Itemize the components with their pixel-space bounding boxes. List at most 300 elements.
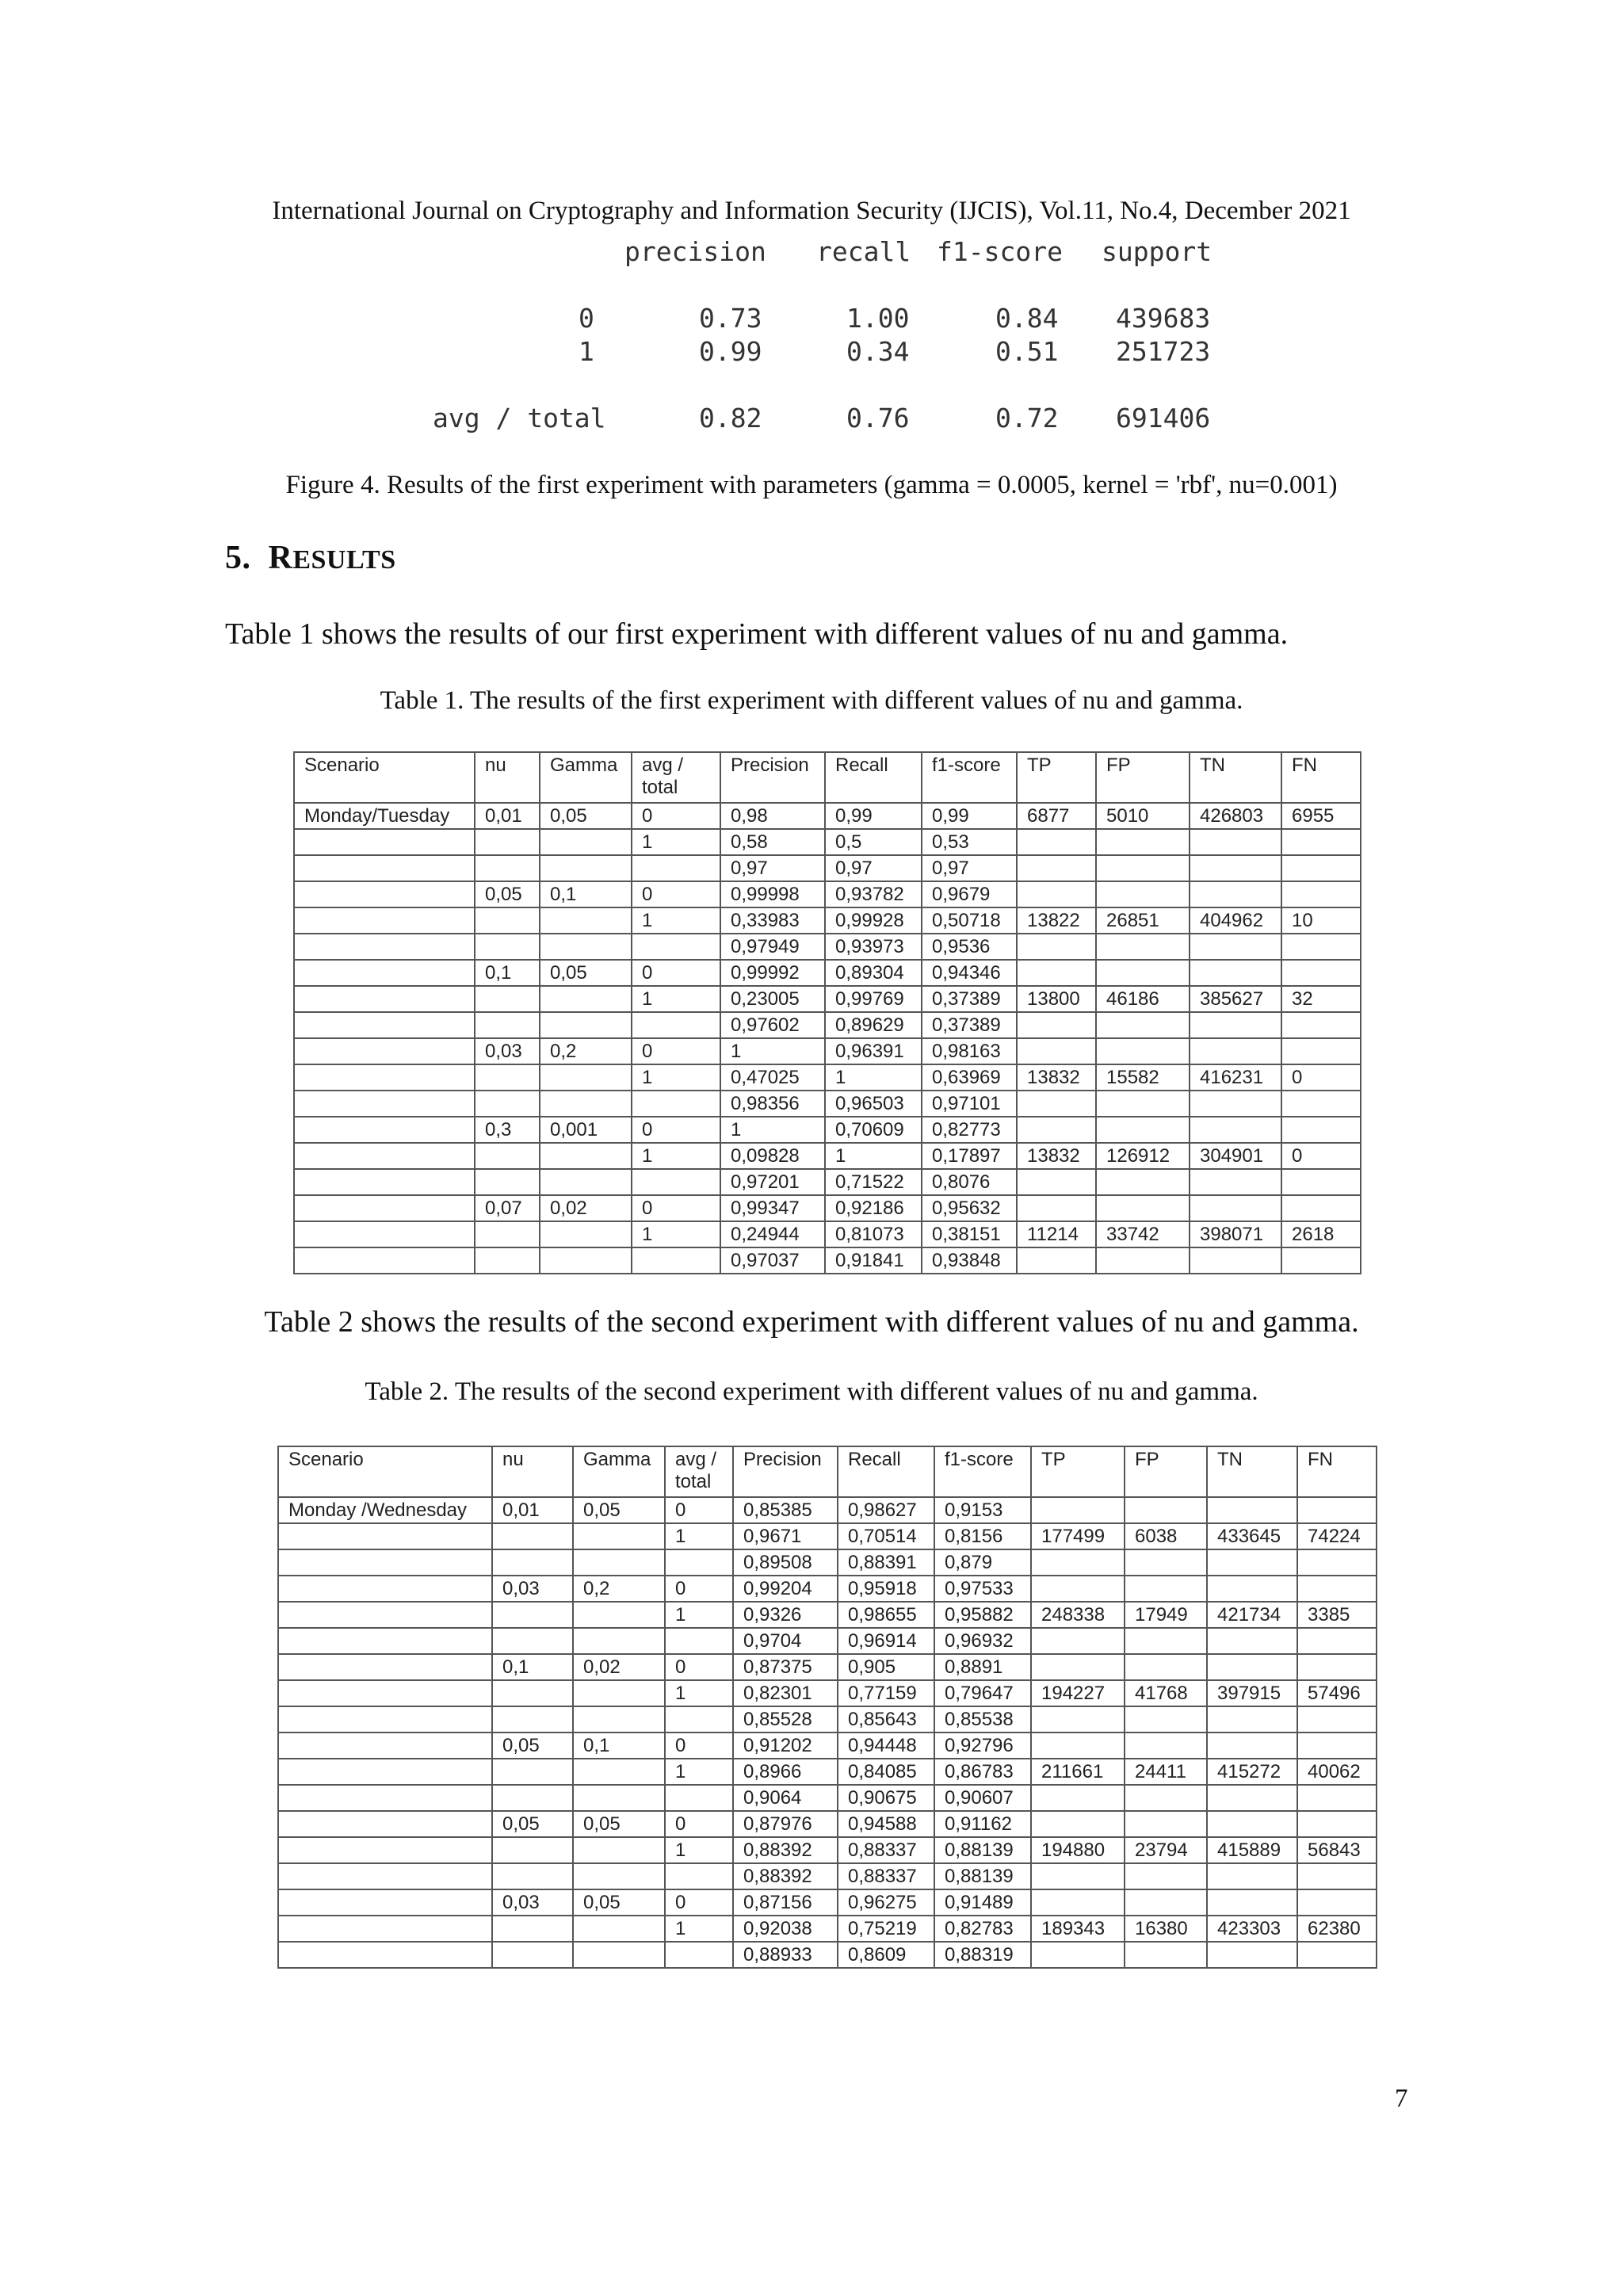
table-cell (1125, 1497, 1207, 1523)
table-cell (278, 1654, 492, 1680)
table-cell (1017, 960, 1096, 986)
table-cell (1190, 855, 1281, 881)
table-cell: 1 (632, 1143, 720, 1169)
table-cell (1297, 1549, 1377, 1576)
table-cell (294, 1117, 475, 1143)
table-cell (1096, 829, 1190, 855)
table-cell: 0 (632, 1195, 720, 1221)
table-cell (294, 1064, 475, 1091)
table-cell (1031, 1628, 1125, 1654)
table-row (294, 907, 1361, 934)
table-cell (1281, 855, 1361, 881)
table-cell: 0,09828 (720, 1143, 825, 1169)
fig-col-precision: precision (624, 236, 766, 267)
table-cell (1281, 829, 1361, 855)
table-cell (278, 1576, 492, 1602)
table-cell: 423303 (1207, 1916, 1297, 1942)
table-cell: 0,05 (492, 1811, 573, 1837)
table-cell (278, 1628, 492, 1654)
table-cell: 0,92796 (934, 1733, 1031, 1759)
table-cell: 0,98356 (720, 1091, 825, 1117)
table-row (294, 934, 1361, 960)
table-cell (1207, 1889, 1297, 1916)
table-cell (1125, 1889, 1207, 1916)
table-cell: 0 (665, 1889, 733, 1916)
table-cell: 0,85385 (733, 1497, 838, 1523)
table-cell: 0,70609 (825, 1117, 922, 1143)
table-row (294, 1091, 1361, 1117)
table-cell (294, 1195, 475, 1221)
table-cell (1297, 1785, 1377, 1811)
table-cell (294, 829, 475, 855)
table-row (294, 1169, 1361, 1195)
table-cell (540, 907, 632, 934)
table-cell: 0 (632, 960, 720, 986)
table-cell (1125, 1628, 1207, 1654)
table-cell (1017, 1247, 1096, 1274)
table-cell: 0,9064 (733, 1785, 838, 1811)
table-cell: 0,37389 (922, 1012, 1017, 1038)
table-cell: 0 (632, 1038, 720, 1064)
table-cell: 0 (665, 1811, 733, 1837)
table-cell: 0,88337 (838, 1837, 934, 1863)
table-cell: 0,89304 (825, 960, 922, 986)
table-row (294, 960, 1361, 986)
table-cell (278, 1785, 492, 1811)
table-cell: 3385 (1297, 1602, 1377, 1628)
table-cell (278, 1889, 492, 1916)
table-cell (1017, 1012, 1096, 1038)
fig-cell: 0.51 (995, 336, 1059, 367)
table-cell: 0,92186 (825, 1195, 922, 1221)
table-row (278, 1759, 1377, 1785)
fig-col-f1: f1-score (937, 236, 1063, 267)
table-cell: 0,01 (492, 1497, 573, 1523)
table-cell (278, 1602, 492, 1628)
table-header-cell: TP (1017, 752, 1096, 803)
table-header-cell: avg / total (665, 1446, 733, 1497)
table-row (294, 1038, 1361, 1064)
table-cell: 0,87976 (733, 1811, 838, 1837)
table-cell (475, 1012, 540, 1038)
table-cell: 0,99998 (720, 881, 825, 907)
table-cell (1096, 1012, 1190, 1038)
table-cell: 0 (632, 803, 720, 829)
table-cell (540, 1247, 632, 1274)
table-cell: 1 (632, 907, 720, 934)
table-cell (1297, 1733, 1377, 1759)
table-cell (1281, 1169, 1361, 1195)
table-cell (573, 1942, 665, 1968)
running-header: International Journal on Cryptography and Information Security (IJCIS), Vol.11, No.4, December 2021 (272, 197, 1351, 225)
table-cell: 0,05 (492, 1733, 573, 1759)
section-number: 5. (225, 540, 251, 576)
section-heading (225, 539, 396, 577)
table-cell (1281, 881, 1361, 907)
table-cell: 0,97 (825, 855, 922, 881)
table-cell (1207, 1549, 1297, 1576)
table-row (278, 1523, 1377, 1549)
table-cell: 126912 (1096, 1143, 1190, 1169)
table-cell: 0,93973 (825, 934, 922, 960)
table-cell (632, 1247, 720, 1274)
table-row (294, 1064, 1361, 1091)
table-cell: 0,97037 (720, 1247, 825, 1274)
table-cell: 0,05 (475, 881, 540, 907)
table-cell: 0,9671 (733, 1523, 838, 1549)
table-cell (1207, 1706, 1297, 1733)
table-cell: 0 (632, 1117, 720, 1143)
table-cell (294, 907, 475, 934)
table-cell: 10 (1281, 907, 1361, 934)
table-cell (475, 1143, 540, 1169)
table-cell: 6038 (1125, 1523, 1207, 1549)
table-cell: 56843 (1297, 1837, 1377, 1863)
table-cell (1017, 1038, 1096, 1064)
table-cell: 0,23005 (720, 986, 825, 1012)
table-cell: 0,8966 (733, 1759, 838, 1785)
table-cell (1031, 1863, 1125, 1889)
table-cell: 17949 (1125, 1602, 1207, 1628)
table-cell (294, 1143, 475, 1169)
table-cell (475, 829, 540, 855)
table-cell (1297, 1654, 1377, 1680)
table-cell: 415272 (1207, 1759, 1297, 1785)
table-cell (1297, 1628, 1377, 1654)
table-cell: 0,97949 (720, 934, 825, 960)
table-cell (278, 1942, 492, 1968)
table-cell: 1 (665, 1916, 733, 1942)
table-cell (492, 1863, 573, 1889)
table-cell: 62380 (1297, 1916, 1377, 1942)
table-cell: 0,89508 (733, 1549, 838, 1576)
table-cell: 1 (825, 1143, 922, 1169)
table-cell (540, 1169, 632, 1195)
table-cell: 0,01 (475, 803, 540, 829)
table-cell (475, 1169, 540, 1195)
table-cell (573, 1785, 665, 1811)
table-cell (294, 881, 475, 907)
table-cell: 416231 (1190, 1064, 1281, 1091)
table-cell: 0,9536 (922, 934, 1017, 960)
table-cell: 13832 (1017, 1064, 1096, 1091)
table-cell (475, 1247, 540, 1274)
table-cell (632, 1012, 720, 1038)
table-cell: 0,99992 (720, 960, 825, 986)
table-cell (1190, 934, 1281, 960)
table-cell: 0,38151 (922, 1221, 1017, 1247)
table-cell (632, 855, 720, 881)
table-cell (1031, 1942, 1125, 1968)
table-cell: 0,95632 (922, 1195, 1017, 1221)
table-cell (492, 1759, 573, 1785)
table-cell (1096, 1169, 1190, 1195)
table-cell (278, 1863, 492, 1889)
table-row (278, 1602, 1377, 1628)
table-cell (665, 1706, 733, 1733)
table-cell: 0,85643 (838, 1706, 934, 1733)
table-cell (573, 1863, 665, 1889)
table-cell: 0,95882 (934, 1602, 1031, 1628)
table-cell: 6955 (1281, 803, 1361, 829)
table-cell: 15582 (1096, 1064, 1190, 1091)
section-title-initial: R (268, 540, 293, 576)
table-row (278, 1733, 1377, 1759)
table-cell: 0,2 (540, 1038, 632, 1064)
table-cell (1031, 1785, 1125, 1811)
table-cell (278, 1733, 492, 1759)
table-cell: 0,1 (475, 960, 540, 986)
table-cell: 0,82301 (733, 1680, 838, 1706)
table-cell (475, 1091, 540, 1117)
table-cell (1017, 1195, 1096, 1221)
table-cell (294, 960, 475, 986)
table-cell (1207, 1654, 1297, 1680)
table-cell: 0,85538 (934, 1706, 1031, 1733)
table-cell (1207, 1811, 1297, 1837)
table-cell (665, 1942, 733, 1968)
table-cell (1031, 1706, 1125, 1733)
table-cell (573, 1837, 665, 1863)
table-row (278, 1785, 1377, 1811)
table-cell (573, 1916, 665, 1942)
table-cell: 0,02 (540, 1195, 632, 1221)
table-cell: 304901 (1190, 1143, 1281, 1169)
fig-cell: 0.82 (699, 403, 762, 434)
table-cell: 16380 (1125, 1916, 1207, 1942)
table-header-row (294, 752, 1361, 803)
table-cell (294, 1247, 475, 1274)
table-cell: 0 (1281, 1064, 1361, 1091)
table-cell (1125, 1576, 1207, 1602)
table-cell (540, 934, 632, 960)
table-cell (1190, 1117, 1281, 1143)
table-cell: 0,88139 (934, 1863, 1031, 1889)
table-cell: 13800 (1017, 986, 1096, 1012)
table-cell: 1 (632, 1064, 720, 1091)
table-cell: 0,84085 (838, 1759, 934, 1785)
table-cell: 1 (665, 1837, 733, 1863)
figure-4-classification-report (412, 236, 1220, 442)
table-cell: 0,94346 (922, 960, 1017, 986)
table-cell: 211661 (1031, 1759, 1125, 1785)
table-cell: 0,87156 (733, 1889, 838, 1916)
table-header-cell: Scenario (294, 752, 475, 803)
table-row (294, 881, 1361, 907)
table-cell (278, 1680, 492, 1706)
table-cell: 0,1 (540, 881, 632, 907)
table-cell: 13832 (1017, 1143, 1096, 1169)
table-2 (277, 1446, 1377, 1969)
table-cell: 385627 (1190, 986, 1281, 1012)
table-cell (1281, 960, 1361, 986)
table-cell (540, 986, 632, 1012)
page-number: 7 (1395, 2084, 1408, 2113)
table-cell (492, 1706, 573, 1733)
fig-cell: 439683 (1116, 303, 1211, 334)
table-cell (1096, 934, 1190, 960)
table-cell: 433645 (1207, 1523, 1297, 1549)
table-cell (1017, 1117, 1096, 1143)
table-cell (1125, 1654, 1207, 1680)
table-cell: 0,33983 (720, 907, 825, 934)
table-cell (1125, 1942, 1207, 1968)
table-cell: 0,99 (825, 803, 922, 829)
table-row (294, 855, 1361, 881)
table-cell: 0,75219 (838, 1916, 934, 1942)
table-cell: 41768 (1125, 1680, 1207, 1706)
table-cell: 0,70514 (838, 1523, 934, 1549)
table-cell: 0,9326 (733, 1602, 838, 1628)
table-cell (1297, 1497, 1377, 1523)
table-cell: 0,8156 (934, 1523, 1031, 1549)
table-cell (1096, 960, 1190, 986)
table-cell (294, 1012, 475, 1038)
fig-row-label: avg / total (433, 403, 606, 434)
table-cell (540, 855, 632, 881)
table-cell (540, 829, 632, 855)
table-cell: Monday/Tuesday (294, 803, 475, 829)
table-cell (1096, 1195, 1190, 1221)
table-cell: 0,96275 (838, 1889, 934, 1916)
table-cell (1281, 934, 1361, 960)
table-cell: 0 (1281, 1143, 1361, 1169)
table-cell: 0,5 (825, 829, 922, 855)
table-cell: 0,8609 (838, 1942, 934, 1968)
table-cell: 6877 (1017, 803, 1096, 829)
table-cell: 0,97602 (720, 1012, 825, 1038)
table-cell (1031, 1889, 1125, 1916)
table-cell: 1 (665, 1602, 733, 1628)
table-header-cell: Precision (733, 1446, 838, 1497)
table-cell (1281, 1038, 1361, 1064)
table-row (278, 1916, 1377, 1942)
table-1 (293, 751, 1361, 1274)
table-row (294, 1221, 1361, 1247)
table-cell (278, 1916, 492, 1942)
table-cell (492, 1602, 573, 1628)
table-cell: 0,91162 (934, 1811, 1031, 1837)
table-cell: 0,88319 (934, 1942, 1031, 1968)
table-cell: 0,03 (475, 1038, 540, 1064)
table-row (278, 1680, 1377, 1706)
table-header-row (278, 1446, 1377, 1497)
table-cell: 0,82773 (922, 1117, 1017, 1143)
table-header-cell: Gamma (573, 1446, 665, 1497)
table-cell: 0,24944 (720, 1221, 825, 1247)
table-cell: 0,91841 (825, 1247, 922, 1274)
table-cell: 421734 (1207, 1602, 1297, 1628)
fig-cell: 0.76 (846, 403, 910, 434)
table-header-cell: Recall (838, 1446, 934, 1497)
table-cell: 0,37389 (922, 986, 1017, 1012)
table-cell: 0,82783 (934, 1916, 1031, 1942)
table-2-caption: Table 2. The results of the second experiment with different values of nu and gamma. (365, 1377, 1258, 1406)
table-row (278, 1942, 1377, 1968)
table-cell (475, 1064, 540, 1091)
table-cell: 0,91202 (733, 1733, 838, 1759)
fig-row-label: 0 (579, 303, 594, 334)
table-cell (1017, 855, 1096, 881)
table-cell: 0,99 (922, 803, 1017, 829)
fig-col-support: support (1102, 236, 1212, 267)
table-cell: 0,90607 (934, 1785, 1031, 1811)
table-cell (1125, 1863, 1207, 1889)
table-cell (492, 1628, 573, 1654)
table-cell (1096, 1117, 1190, 1143)
table-cell: 0,07 (475, 1195, 540, 1221)
table-cell (278, 1759, 492, 1785)
table-header-cell: TN (1207, 1446, 1297, 1497)
table-cell: 24411 (1125, 1759, 1207, 1785)
table-cell (1096, 881, 1190, 907)
table-cell: 0,86783 (934, 1759, 1031, 1785)
fig-cell: 1.00 (846, 303, 910, 334)
table-row (294, 1247, 1361, 1274)
table-cell: 0,87375 (733, 1654, 838, 1680)
fig-cell: 0.34 (846, 336, 910, 367)
table-row (294, 1012, 1361, 1038)
table-cell (492, 1916, 573, 1942)
table-cell (1190, 881, 1281, 907)
table-header-cell: Gamma (540, 752, 632, 803)
table-cell: 0,05 (573, 1889, 665, 1916)
table-cell (1190, 1038, 1281, 1064)
table-cell (1190, 1195, 1281, 1221)
table-cell: 5010 (1096, 803, 1190, 829)
table-cell: 1 (720, 1117, 825, 1143)
table-cell: 0,9704 (733, 1628, 838, 1654)
table-header-cell: FP (1125, 1446, 1207, 1497)
table-cell: 0,88392 (733, 1863, 838, 1889)
table-cell: 0,88139 (934, 1837, 1031, 1863)
table-cell (632, 1091, 720, 1117)
table-cell (1207, 1733, 1297, 1759)
table-cell (1207, 1785, 1297, 1811)
table-cell: 0,97201 (720, 1169, 825, 1195)
table-cell: 0,96914 (838, 1628, 934, 1654)
table-cell: 0,02 (573, 1654, 665, 1680)
table-cell (1190, 1012, 1281, 1038)
table-cell: 0,88933 (733, 1942, 838, 1968)
table-cell: 0,1 (573, 1733, 665, 1759)
table-cell: 0,79647 (934, 1680, 1031, 1706)
table-cell: 0,89629 (825, 1012, 922, 1038)
table-cell (632, 934, 720, 960)
fig-cell: 0.72 (995, 403, 1059, 434)
table-cell: 0,77159 (838, 1680, 934, 1706)
table-cell (1281, 1117, 1361, 1143)
table-row (278, 1811, 1377, 1837)
table-header-cell: FP (1096, 752, 1190, 803)
table-cell: 397915 (1207, 1680, 1297, 1706)
table-row (294, 986, 1361, 1012)
table-cell (665, 1549, 733, 1576)
table-cell: 0 (665, 1733, 733, 1759)
figure-4-caption: Figure 4. Results of the first experiment with parameters (gamma = 0.0005, kernel = 'rbf', nu=0.001) (285, 471, 1338, 499)
table-cell (1017, 881, 1096, 907)
table-cell (1031, 1654, 1125, 1680)
table-row (278, 1549, 1377, 1576)
table-cell: 1 (632, 1221, 720, 1247)
table-cell: 0,94448 (838, 1733, 934, 1759)
table-cell (492, 1680, 573, 1706)
table-cell: 57496 (1297, 1680, 1377, 1706)
table-cell: 23794 (1125, 1837, 1207, 1863)
table-row (278, 1628, 1377, 1654)
table-header-cell: TP (1031, 1446, 1125, 1497)
table-cell (1297, 1889, 1377, 1916)
